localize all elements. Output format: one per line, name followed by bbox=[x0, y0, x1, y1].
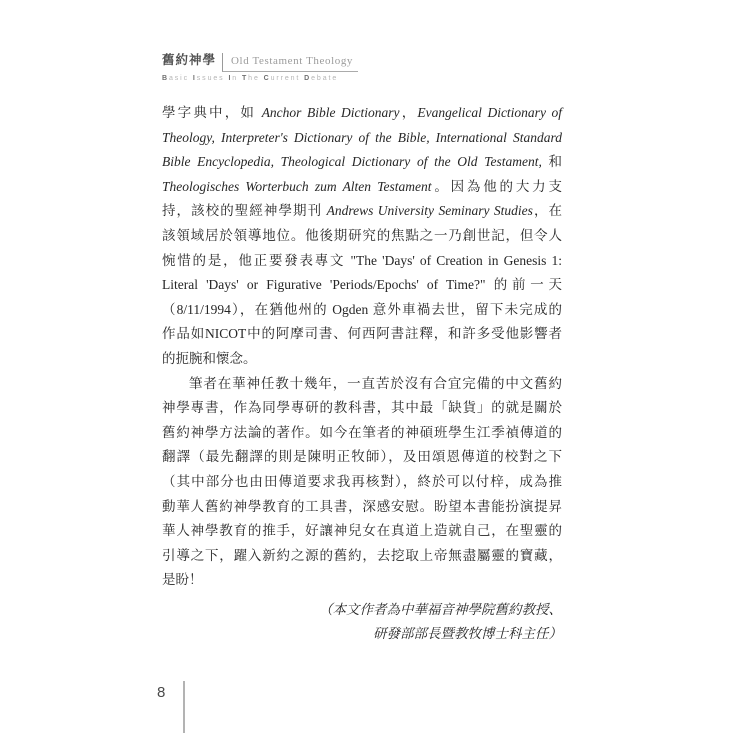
subtitle-char: r bbox=[276, 75, 281, 82]
text-segment: 筆者在華神任教十幾年，一直苦於沒有合宜完備的中文舊約 bbox=[189, 375, 562, 391]
text-segment: 。因為他的大力支 bbox=[431, 178, 562, 194]
text-line bbox=[162, 544, 562, 569]
header-title-row bbox=[162, 50, 358, 72]
text-segment: 的扼腕和懷念。 bbox=[162, 350, 257, 366]
text-line bbox=[162, 445, 562, 470]
subtitle-char: s bbox=[174, 75, 181, 82]
text-line bbox=[162, 273, 562, 298]
body-text bbox=[162, 101, 562, 647]
header-title-en: Old Testament Theology bbox=[222, 53, 358, 72]
subtitle-char: i bbox=[180, 75, 184, 82]
text-segment: Literal 'Days' or Figurative 'Periods/Epochs' of Time?" 的前一天 bbox=[162, 277, 562, 293]
text-segment: 該領域居於領導地位。他後期研究的焦點之一乃創世記，但令人 bbox=[162, 227, 562, 243]
subtitle-char: u bbox=[207, 75, 214, 82]
header-subtitle bbox=[162, 75, 358, 82]
subtitle-char: e bbox=[213, 75, 220, 82]
text-segment: 惋惜的是，他正要發表專文 "The 'Days' of Creation in Genesis 1: bbox=[162, 252, 562, 268]
text-line bbox=[162, 249, 562, 274]
subtitle-char: r bbox=[280, 75, 285, 82]
subtitle-char: B bbox=[162, 75, 169, 82]
text-line bbox=[162, 470, 562, 495]
subtitle-char: a bbox=[168, 75, 175, 82]
subtitle-char: e bbox=[284, 75, 291, 82]
text-segment: （8/11/1994），在猶他州的 Ogden 意外車禍去世，留下未完成的 bbox=[162, 301, 562, 317]
text-segment: ， bbox=[399, 105, 418, 120]
text-line bbox=[162, 347, 562, 372]
italic-title-segment: Evangelical Dictionary of bbox=[417, 105, 562, 120]
text-line bbox=[162, 224, 562, 249]
text-segment: 研發部部長暨教牧博士科主任） bbox=[373, 626, 562, 642]
italic-title-segment: Bible Encyclopedia, Theological Dictionary of the Old Testament, bbox=[162, 154, 542, 170]
page-number: 8 bbox=[157, 684, 166, 701]
subtitle-char: u bbox=[270, 75, 277, 82]
footer-rule bbox=[183, 681, 185, 733]
subtitle-char: h bbox=[248, 75, 254, 82]
subtitle-char: t bbox=[328, 75, 333, 82]
text-line bbox=[162, 150, 562, 175]
text-line bbox=[162, 126, 562, 151]
text-segment: 翻譯（最先翻譯的則是陳明正牧師），及田頌恩傳道的校對之下 bbox=[162, 449, 562, 465]
italic-title-segment: Theologisches Worterbuch zum Alten Testament bbox=[162, 178, 432, 194]
subtitle-char: s bbox=[196, 75, 203, 82]
text-segment: 華人神學教育的推手，好讓神兒女在真道上造就自己，在聖靈的 bbox=[162, 523, 562, 539]
text-segment: 神學專書，作為同學專研的教科書，其中最「缺貨」的就是關於 bbox=[162, 400, 562, 416]
subtitle-char: C bbox=[263, 75, 271, 82]
text-line bbox=[162, 322, 562, 347]
subtitle-char: a bbox=[322, 75, 329, 82]
subtitle-char: I bbox=[228, 75, 233, 82]
text-line bbox=[162, 298, 562, 323]
text-segment: （本文作者為中華福音神學院舊約教授、 bbox=[319, 601, 562, 617]
subtitle-char: n bbox=[290, 75, 297, 82]
subtitle-char: e bbox=[311, 75, 317, 82]
text-segment: 引導之下，躍入新約之源的舊約，去挖取上帝無盡屬靈的寶藏， bbox=[162, 547, 562, 563]
subtitle-char: e bbox=[332, 75, 339, 82]
text-segment: 舊約神學方法論的著作。如今在筆者的神碩班學生江季禎傳道的 bbox=[162, 424, 562, 440]
header-title-zh: 舊約神學 bbox=[162, 53, 217, 67]
subtitle-char: T bbox=[241, 75, 249, 82]
text-segment: 持，該校的聖經神學期刊 bbox=[162, 203, 327, 219]
subtitle-char: s bbox=[202, 75, 208, 82]
subtitle-char: c bbox=[183, 75, 190, 82]
text-line bbox=[162, 175, 562, 200]
subtitle-char: D bbox=[304, 75, 312, 82]
text-segment: 動華人舊約神學教育的工具書，深感安慰。盼望本書能扮演提昇 bbox=[162, 498, 562, 514]
italic-title-segment: Anchor Bible Dictionary bbox=[261, 105, 400, 120]
subtitle-char: I bbox=[192, 75, 197, 82]
italic-title-segment: Theology, Interpreter's Dictionary of the Bible, International Standard bbox=[162, 129, 562, 145]
text-segment: 作品如NICOT中的阿摩司書、何西阿書註釋，和許多受他影響者 bbox=[162, 326, 562, 342]
text-segment: ，在 bbox=[532, 203, 563, 219]
text-segment: 是盼！ bbox=[162, 572, 203, 588]
text-line bbox=[162, 396, 562, 421]
attribution-line bbox=[162, 622, 562, 647]
subtitle-char: b bbox=[316, 75, 323, 82]
subtitle-char: t bbox=[296, 75, 301, 82]
text-segment: （其中部分也由田傳道要求我再核對），終於可以付梓，成為推 bbox=[162, 473, 562, 489]
text-line bbox=[162, 568, 562, 593]
page-header bbox=[162, 50, 358, 82]
text-line bbox=[162, 372, 562, 397]
subtitle-char: s bbox=[219, 75, 225, 82]
italic-title-segment: Andrews University Seminary Studies bbox=[326, 203, 533, 219]
text-segment: 學字典中，如 bbox=[162, 105, 262, 120]
attribution-line bbox=[162, 598, 562, 623]
text-line bbox=[162, 101, 562, 126]
text-line bbox=[162, 421, 562, 446]
text-line bbox=[162, 199, 562, 224]
subtitle-char: n bbox=[232, 75, 239, 82]
text-segment: 和 bbox=[541, 154, 562, 170]
text-line bbox=[162, 519, 562, 544]
subtitle-char: e bbox=[253, 75, 260, 82]
text-line bbox=[162, 495, 562, 520]
